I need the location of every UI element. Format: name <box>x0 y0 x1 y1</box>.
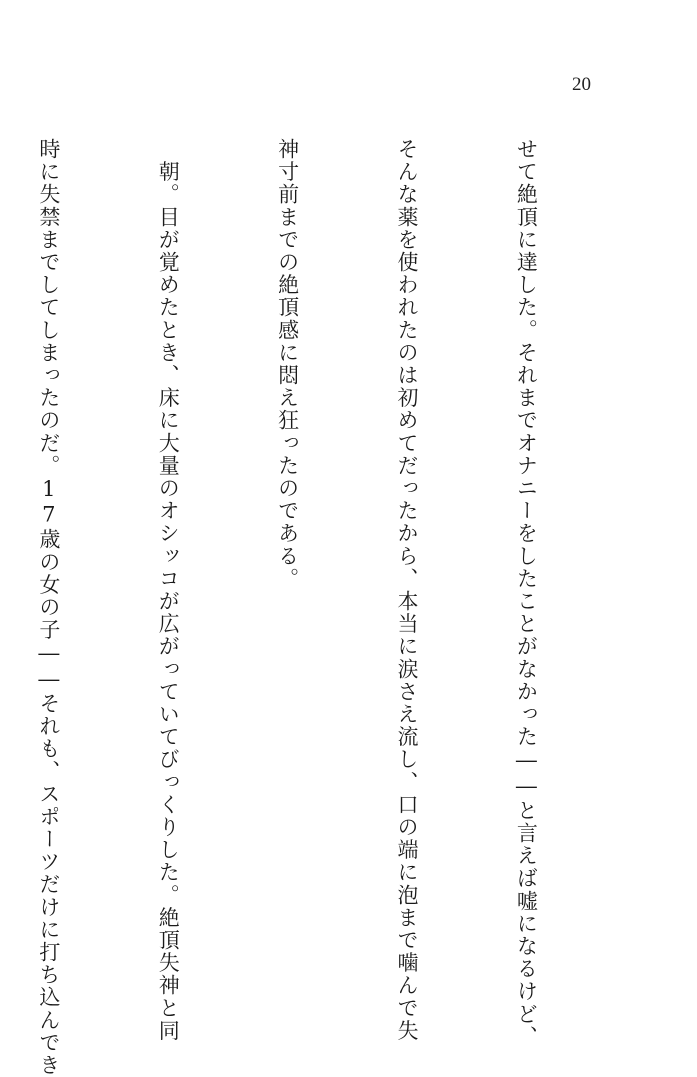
text-column: 神寸前までの絶頂感に悶え狂ったのである。 <box>275 138 300 590</box>
page-number: 20 <box>572 74 591 95</box>
text-column: そんな薬を使われたのは初めてだったから、本当に涙さえ流し、口の端に泡まで噛んで失 <box>395 138 420 1042</box>
text-column: 時に失禁までしてしまったのだ。17歳の女の子――それも、スポーツだけに打ち込んでき <box>36 138 61 1077</box>
vertical-text-block <box>36 138 625 1077</box>
text-column: 朝。目が覚めたとき、床に大量のオシッコが広がっていてびっくりした。絶頂失神と同 <box>156 138 181 1042</box>
text-column: せて絶頂に達した。それまでオナニーをしたことがなかった――と言えば嘘になるけど、 <box>514 138 539 1048</box>
